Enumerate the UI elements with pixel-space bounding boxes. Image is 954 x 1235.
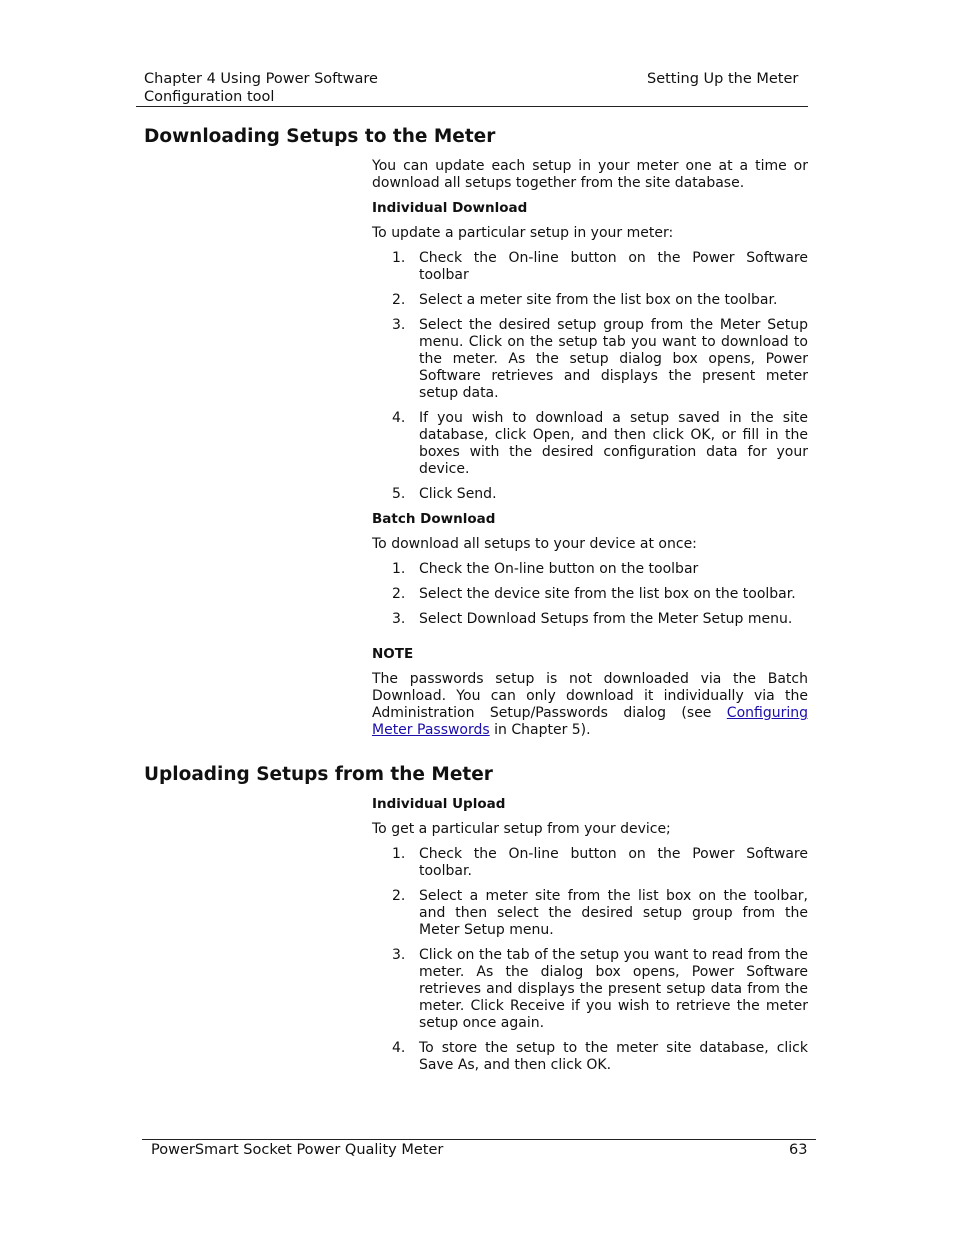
step-number: 1. bbox=[392, 846, 406, 862]
batch-download-heading: Batch Download bbox=[372, 511, 496, 527]
list-item bbox=[372, 846, 808, 880]
configuring-meter-passwords-link[interactable]: Configuring Meter Passwords bbox=[372, 705, 808, 738]
step-number: 4. bbox=[392, 410, 406, 426]
step-text: To store the setup to the meter site database, click Save As, and then click OK. bbox=[419, 1040, 808, 1073]
section-title-downloading: Downloading Setups to the Meter bbox=[144, 126, 496, 147]
step-number: 1. bbox=[392, 561, 406, 577]
step-number: 2. bbox=[392, 888, 406, 904]
step-text: Select a meter site from the list box on the toolbar, and then select the desired setup group from the Meter Setup menu. bbox=[419, 888, 808, 938]
list-item bbox=[372, 410, 808, 478]
list-item bbox=[372, 250, 808, 284]
note-text-before: The passwords setup is not downloaded via the Batch Download. You can only download it individually via the Administration Setup/Passwords dialog (see bbox=[372, 671, 808, 721]
step-text: Click on the tab of the setup you want to read from the meter. As the dialog box opens, Power Software retrieves and displays the present setup data from the meter. Click Receive if you wish to retrieve the meter setup once again. bbox=[419, 947, 808, 1031]
step-text: Select a meter site from the list box on the toolbar. bbox=[419, 292, 778, 308]
list-item bbox=[372, 317, 808, 402]
step-text: Check the On-line button on the Power Software toolbar. bbox=[419, 846, 808, 879]
footer-rule bbox=[142, 1139, 816, 1140]
header-section-title: Setting Up the Meter bbox=[647, 71, 799, 87]
downloading-intro: You can update each setup in your meter one at a time or download all setups together from the site database. bbox=[372, 158, 808, 191]
list-item bbox=[372, 611, 808, 628]
downloading-content bbox=[372, 158, 808, 747]
step-number: 1. bbox=[392, 250, 406, 266]
individual-upload-lead: To get a particular setup from your device; bbox=[372, 821, 671, 837]
step-number: 3. bbox=[392, 947, 406, 963]
individual-upload-steps bbox=[372, 846, 808, 1074]
header-chapter bbox=[144, 70, 378, 106]
header-chapter-title: Chapter 4 Using Power Software bbox=[144, 71, 378, 87]
step-text: Click Send. bbox=[419, 486, 497, 502]
list-item bbox=[372, 947, 808, 1032]
step-number: 4. bbox=[392, 1040, 406, 1056]
individual-download-lead: To update a particular setup in your meter: bbox=[372, 225, 674, 241]
footer-product-name: PowerSmart Socket Power Quality Meter bbox=[151, 1142, 444, 1158]
step-number: 2. bbox=[392, 586, 406, 602]
step-text: Check the On-line button on the toolbar bbox=[419, 561, 699, 577]
list-item bbox=[372, 586, 808, 603]
batch-download-lead: To download all setups to your device at once: bbox=[372, 536, 697, 552]
footer-page-number: 63 bbox=[789, 1142, 808, 1158]
individual-download-heading: Individual Download bbox=[372, 200, 528, 216]
list-item bbox=[372, 1040, 808, 1074]
step-text: If you wish to download a setup saved in the site database, click Open, and then click OK, or fill in the boxes with the desired configuration data for your device. bbox=[419, 410, 808, 477]
step-number: 3. bbox=[392, 611, 406, 627]
step-text: Select the desired setup group from the Meter Setup menu. Click on the setup tab you want to download to the meter. As the setup dialog box opens, Power Software retrieves and displays the present meter setup data. bbox=[419, 317, 808, 401]
list-item bbox=[372, 561, 808, 578]
step-text: Check the On-line button on the Power Software toolbar bbox=[419, 250, 808, 283]
note-heading: NOTE bbox=[372, 646, 414, 662]
note-text-after: in Chapter 5). bbox=[489, 722, 591, 738]
list-item bbox=[372, 486, 808, 503]
step-number: 3. bbox=[392, 317, 406, 333]
individual-upload-heading: Individual Upload bbox=[372, 796, 506, 812]
individual-download-steps bbox=[372, 250, 808, 503]
step-number: 2. bbox=[392, 292, 406, 308]
list-item bbox=[372, 292, 808, 309]
step-text: Select the device site from the list box on the toolbar. bbox=[419, 586, 796, 602]
header-rule bbox=[136, 106, 808, 107]
batch-download-steps bbox=[372, 561, 808, 628]
list-item bbox=[372, 888, 808, 939]
section-title-uploading: Uploading Setups from the Meter bbox=[144, 764, 493, 785]
note-text bbox=[372, 671, 808, 739]
header-chapter-subtitle: Configuration tool bbox=[144, 89, 275, 105]
step-number: 5. bbox=[392, 486, 406, 502]
step-text: Select Download Setups from the Meter Setup menu. bbox=[419, 611, 793, 627]
uploading-content bbox=[372, 796, 808, 1082]
